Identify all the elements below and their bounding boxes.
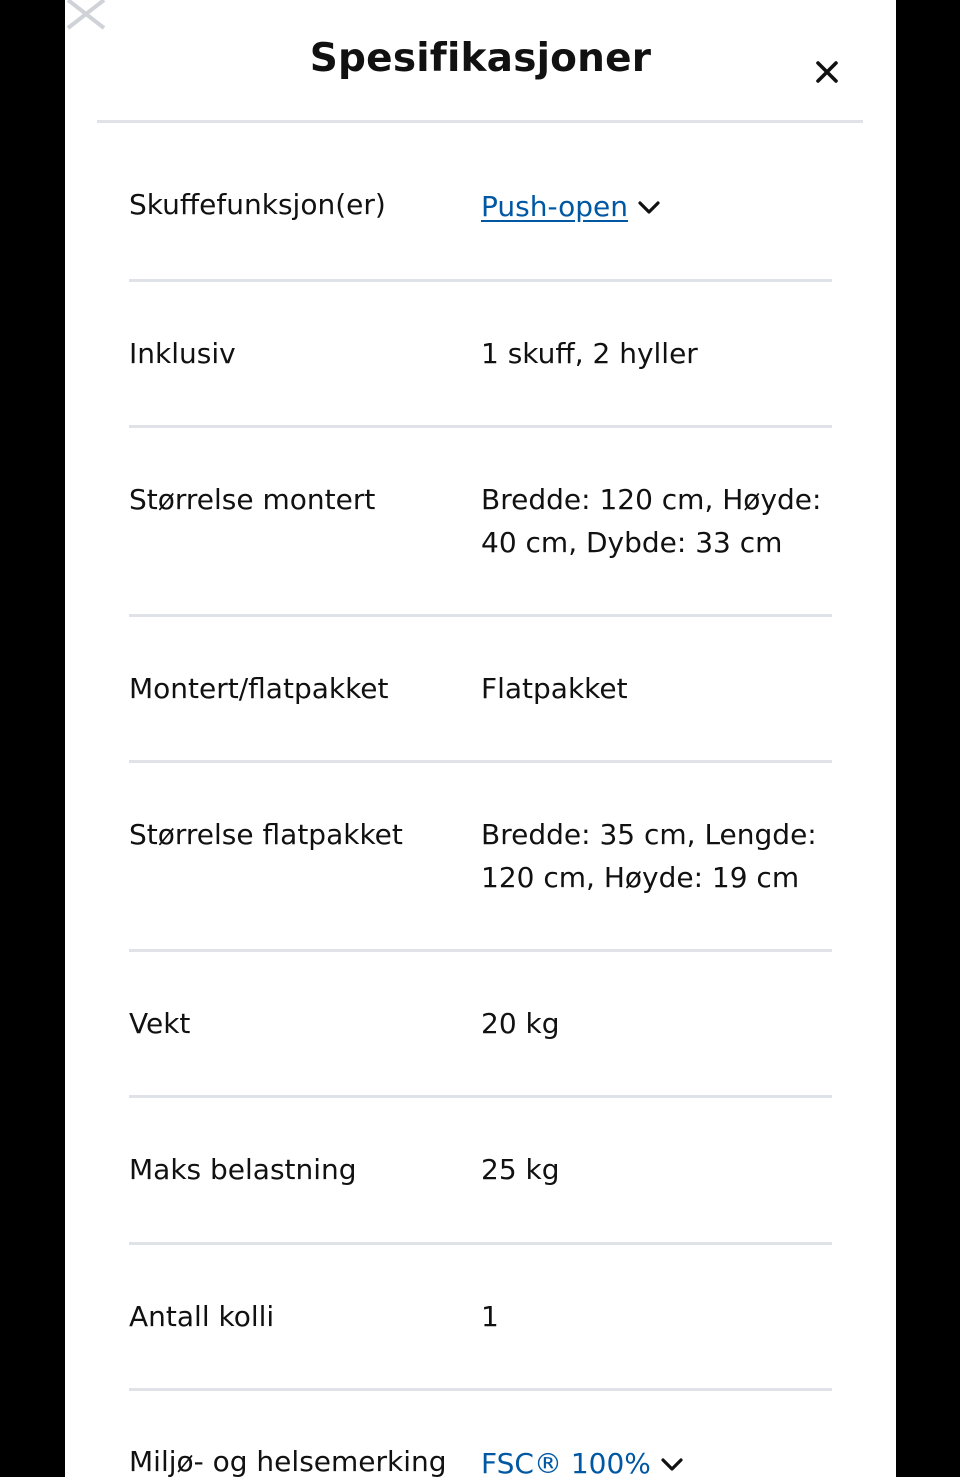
- spec-value: 25 kg: [481, 1153, 560, 1186]
- spec-label: Miljø- og helsemerking: [129, 1445, 447, 1477]
- spec-label: Vekt: [129, 1007, 191, 1040]
- page-title: Spesifikasjoner: [309, 36, 652, 81]
- spec-value: Flatpakket: [481, 672, 628, 705]
- spec-label: Skuffefunksjon(er): [129, 188, 386, 221]
- spec-row-assembled-size: [129, 428, 832, 617]
- spec-value-line: Bredde: 35 cm, Lengde:: [481, 818, 817, 851]
- spec-value: [481, 1442, 832, 1477]
- close-button[interactable]: [809, 54, 845, 90]
- chevron-down-icon[interactable]: [638, 201, 660, 215]
- spec-row-weight: [129, 952, 832, 1098]
- spec-value: [481, 478, 832, 564]
- spec-label: Maks belastning: [129, 1153, 357, 1186]
- spec-label: Inklusiv: [129, 337, 236, 370]
- spec-value: [481, 185, 832, 228]
- spec-row-included: [129, 282, 832, 428]
- push-open-link[interactable]: Push-open: [481, 190, 628, 223]
- panel-header: [65, 0, 896, 122]
- spec-label: Størrelse montert: [129, 483, 376, 516]
- spec-row-flatpacked-size: [129, 763, 832, 952]
- spec-label: Antall kolli: [129, 1300, 275, 1333]
- spec-value: 1: [481, 1300, 499, 1333]
- spec-row-environment-label: [129, 1391, 832, 1477]
- spec-row-assembled-flatpacked: [129, 617, 832, 763]
- spec-value-line: 120 cm, Høyde: 19 cm: [481, 861, 800, 894]
- spec-value-line: Bredde: 120 cm, Høyde:: [481, 483, 822, 516]
- spec-label: Montert/flatpakket: [129, 672, 389, 705]
- spec-value: 20 kg: [481, 1007, 560, 1040]
- spec-value: 1 skuff, 2 hyller: [481, 337, 698, 370]
- fsc-link[interactable]: FSC® 100%: [481, 1447, 651, 1477]
- spec-row-package-count: [129, 1245, 832, 1391]
- spec-row-max-load: [129, 1098, 832, 1245]
- spec-row-drawer-function: [129, 123, 832, 282]
- specifications-panel: [65, 0, 896, 1477]
- close-icon: [815, 60, 839, 84]
- chevron-down-icon[interactable]: [661, 1458, 683, 1472]
- spec-label: Størrelse flatpakket: [129, 818, 403, 851]
- spec-value: [481, 813, 832, 899]
- spec-value-line: 40 cm, Dybde: 33 cm: [481, 526, 783, 559]
